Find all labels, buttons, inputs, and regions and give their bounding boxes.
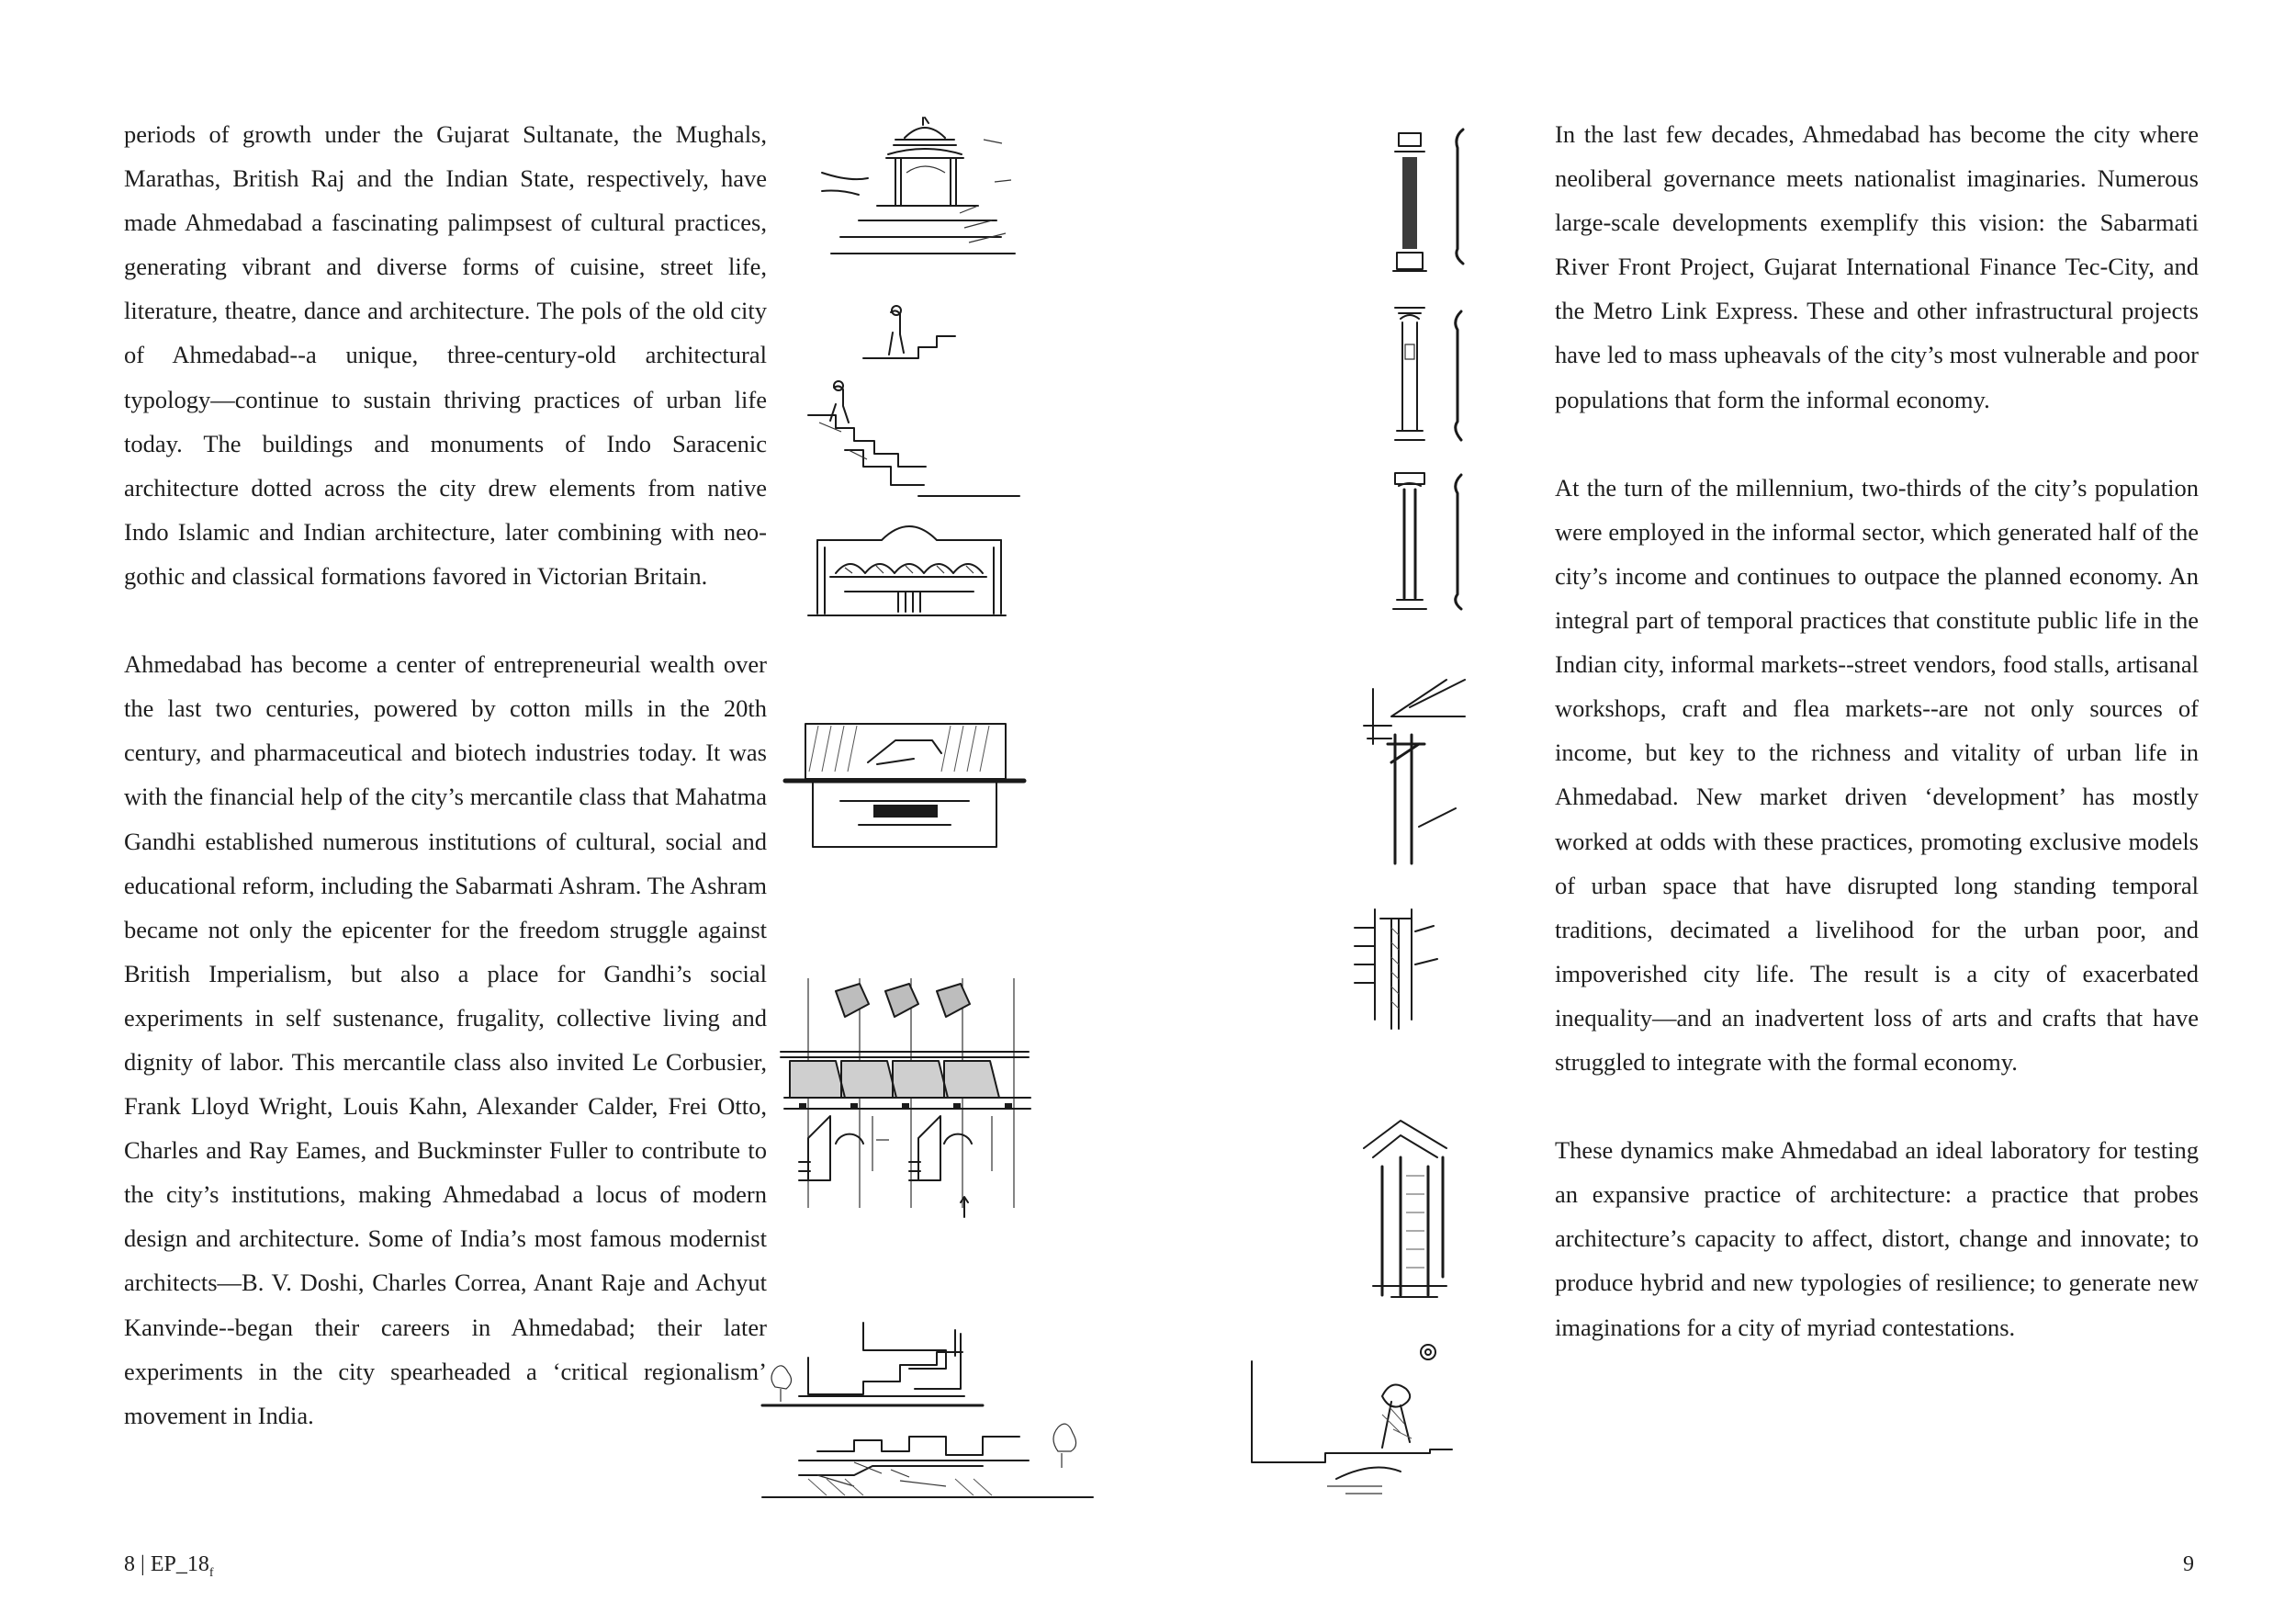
journal-subscript: f <box>208 1566 214 1580</box>
structural-corner-sketch <box>1355 680 1483 1323</box>
building-section-sketch <box>785 716 1024 850</box>
domed-pavilion-sketch <box>822 118 1019 269</box>
right-paragraph-2: At the turn of the millennium, two-thirds of the city’s population were employed in the informal sector, which generated half of the city’s income and continues to outpace the planned economy. An integral part of temporal practices that constitute public life in the Indian city, informal markets--street vendors, food stalls, artisanal workshops, craft and flea markets--are not only sources of income, but key to the richness and vitality of urban life in Ahmedabad. New market driven ‘development’ has mostly worked at odds with these practices, promoting exclusive models of urban space that have disrupted long standing temporal traditions, decimated a livelihood for the urban poor, and impoverished city life. The result is a city of exacerbated inequality—and an inadvertent loss of arts and crafts that have struggled to integrate with the formal economy. <box>1555 473 2199 1076</box>
terraced-section-sketch <box>762 1314 1093 1511</box>
right-paragraph-3: These dynamics make Ahmedabad an ideal laboratory for testing an expansive practice of architecture: a practice that probes architecture’s capacity to affect, distort, change and innovate; to produce hybrid and new typologies of resilience; to generate new imaginations for a city of myriad contestations. <box>1555 1136 2199 1341</box>
courtyard-plan-sketch <box>781 978 1033 1222</box>
terrain-section-sketch <box>1244 1341 1456 1502</box>
right-text-column <box>1555 112 2199 1349</box>
journal-name: EP_18 <box>150 1552 209 1576</box>
left-paragraph-2: Ahmedabad has become a center of entrepreneurial wealth over the last two centuries, powered by cotton mills in the 20th century, and pharmaceutical and biotech industries today. It was with the financial help of the city’s mercantile class that Mahatma Gandhi established numerous institutions of cultural, social and educational reform, including the Sabarmati Ashram. The Ashram became not only the epicenter for the freedom struggle against British Imperialism, but also a place for Gandhi’s social experiments in self sustenance, frugality, collective living and dignity of labor. This mercantile class also invited Le Corbusier, Frank Lloyd Wright, Louis Kahn, Alexander Calder, Frei Otto, Charles and Ray Eames, and Buckminster Fuller to contribute to the city’s institutions, making Ahmedabad a locus of modern design and architecture. Some of India’s most famous modernist architects—B. V. Doshi, Charles Correa, Anant Raje and Achyut Kanvinde--began their careers in Ahmedabad; their later experiments in the city spearheaded a ‘critical regionalism’ movement in India. <box>124 650 767 1429</box>
page-number: 9 <box>2183 1552 2194 1576</box>
stepwell-steps-sketch <box>808 312 1019 501</box>
folio-separator: | <box>141 1552 145 1576</box>
right-paragraph-1: In the last few decades, Ahmedabad has become the city where neoliberal governance meets nationalist imaginaries. Numerous large-scale developments exemplify this vision: the Sabarmati River Front Project, Gujarat International Finance Tec-City, and the Metro Link Express. These and other infrastructural projects have led to mass upheavals of the city’s most vulnerable and poor populations that form the informal economy. <box>1555 120 2199 413</box>
page-number: 8 <box>124 1552 135 1576</box>
arched-gateway-sketch <box>808 522 1006 618</box>
column-elevation-sketch <box>1382 124 1474 615</box>
left-paragraph-1: periods of growth under the Gujarat Sultanate, the Mughals, Marathas, British Raj and the Indian State, respectively, have made Ahmedabad a fascinating palimpsest of cultural practices, generating vibrant and diverse forms of cuisine, street life, literature, theatre, dance and architecture. The pols of the old city of Ahmedabad--a unique, three-century-old architectural typology—continue to sustain thriving practices of urban life today. The buildings and monuments of Indo Saracenic architecture dotted across the city drew elements from native Indo Islamic and Indian architecture, later combining with neo-gothic and classical formations favored in Victorian Britain. <box>124 120 767 590</box>
page-number-left <box>124 1552 214 1581</box>
page-number-right <box>2183 1552 2194 1577</box>
left-text-column <box>124 112 767 1438</box>
